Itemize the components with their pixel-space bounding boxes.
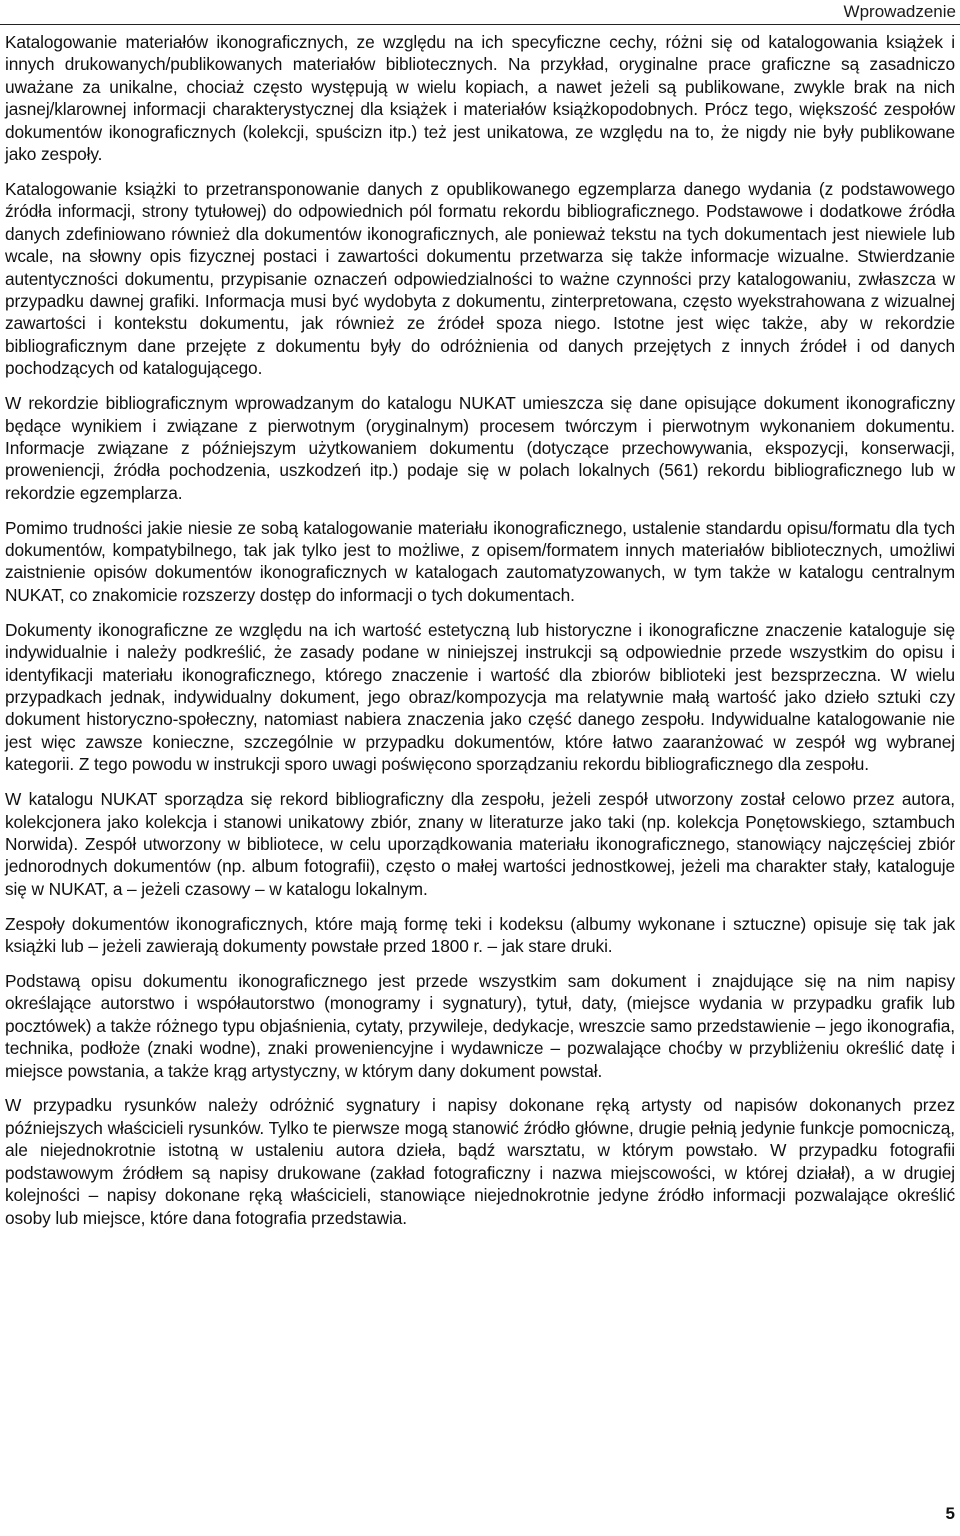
paragraph-9: W przypadku rysunków należy odróżnić sygnatury i napisy dokonane ręką artysty od napisów dokonanych przez późniejszych właścicieli rysunków. Tylko te pierwsze mogą stanowić źródło główne, drugie pełnią jedynie funkcje pomocniczą, ale niejednokrotnie istotną w ustaleniu autora dzieła, bądź warsztatu, w którym powstało. W przypadku fotografii podstawowym źródłem są napisy drukowane (zakład fotograficzny i nazwa miejscowości, w której działał), a w drugiej kolejności – napisy dokonane ręką właścicieli, stanowiące niejednokrotnie jedyne źródło informacji pozwalające określić osoby lub miejsce, które dana fotografia przedstawia. — [5, 1095, 955, 1228]
header-divider — [0, 24, 960, 25]
paragraph-5: Dokumenty ikonograficzne ze względu na ich wartość estetyczną lub historyczne i ikonograficzne znaczenie kataloguje się indywidualnie i należy podkreślić, że zasady podane w niniejszej instrukcji są odpowiednie przede wszystkim do opisu i identyfikacji materiału ikonograficznego, którego znaczenie i wartość dla zbiorów biblioteki jest bezsprzeczna. W wielu przypadkach jednak, indywidualny dokument, jego obraz/kompozycja ma relatywnie małą wartość jako dzieło sztuki czy dokument historyczno-społeczny, natomiast nabiera znaczenia jako część danego zespołu. Indywidualne katalogowanie nie jest więc zawsze konieczne, szczególnie w przypadku dokumentów, które łatwo zaaranżować w zespół wg wybranej kategorii. Z tego powodu w instrukcji sporo uwagi poświęcono sporządzaniu rekordu bibliograficznego dla zespołu. — [5, 619, 955, 775]
paragraph-3: W rekordzie bibliograficznym wprowadzanym do katalogu NUKAT umieszcza się dane opisujące dokument ikonograficzny będące wynikiem i związane z pierwotnym (oryginalnym) procesem twórczym i pierwotnym wykonaniem dokumentu. Informacje związane z późniejszym użytkowaniem dokumentu (dotyczące przechowywania, ekspozycji, konserwacji, proweniencji, źródła pochodzenia, uszkodzeń itp.) podaje się w polach lokalnych (561) rekordu bibliograficznego lub w rekordzie egzemplarza. — [5, 393, 955, 503]
body-text — [5, 31, 955, 1241]
paragraph-2: Katalogowanie książki to przetransponowanie danych z opublikowanego egzemplarza danego wydania (z podstawowego źródła informacji, strony tytułowej) do odpowiednich pól formatu rekordu bibliograficznego. Podstawowe i dodatkowe źródła danych zdefiniowano również dla dokumentów ikonograficznych, ale ponieważ tekstu na tych dokumentach jest niewiele lub wcale, na słowny opis fizycznej postaci i zawartości dokumentu przetwarza się także informacje wizualne. Stwierdzanie autentyczności dokumentu, przypisanie oznaczeń odpowiedzialności to ważne czynności przy katalogowaniu, zwłaszcza w przypadku dawnej grafiki. Informacja musi być wydobyta z dokumentu, zinterpretowana, często wyekstrahowana z wizualnej zawartości i kontekstu dokumentu, jak również ze źródeł spoza niego. Istotne jest więc także, aby w rekordzie bibliograficznym dane przejęte z dokumentu były do odróżnienia od danych przejętych z innych źródeł i od danych pochodzących od katalogującego. — [5, 178, 955, 379]
paragraph-8: Podstawą opisu dokumentu ikonograficznego jest przede wszystkim sam dokument i znajdujące się na nim napisy określające autorstwo i współautorstwo (monogramy i sygnatury), tytuł, daty, (miejsce wydania w przypadku grafik lub pocztówek) a także różnego typu objaśnienia, cytaty, przywileje, dedykacje, wreszcie samo przedstawienie – jego ikonografia, technika, podłoże (znaki wodne), znaki proweniencyjne i wydawnicze – pozwalające choćby w przybliżeniu określić datę i miejsce powstania, a także krąg artystyczny, w którym dany dokument powstał. — [5, 970, 955, 1081]
paragraph-4: Pomimo trudności jakie niesie ze sobą katalogowanie materiału ikonograficznego, ustalenie standardu opisu/formatu dla tych dokumentów, kompatybilnego, tak jak tylko jest to możliwe, z opisem/formatem innych materiałów bibliotecznych, umożliwi zaistnienie opisów dokumentów ikonograficznych w katalogach zautomatyzowanych, w tym także w katalogu centralnym NUKAT, co znakomicie rozszerzy dostęp do informacji o tych dokumentach. — [5, 517, 955, 605]
paragraph-6: W katalogu NUKAT sporządza się rekord bibliograficzny dla zespołu, jeżeli zespół utworzony został celowo przez autora, kolekcjonera jako kolekcja i stanowi unikatowy zbiór, znany w literaturze jako taki (np. kolekcja Ponętowskiego, sztambuch Norwida). Zespół utworzony w bibliotece, w celu uporządkowania materiału ikonograficznego, stanowiący najczęściej zbiór jednorodnych dokumentów (np. album fotografii), często o małej wartości jednostkowej, jeżeli ma charakter stały, kataloguje się w NUKAT, a – jeżeli czasowy – w katalogu lokalnym. — [5, 789, 955, 899]
paragraph-1: Katalogowanie materiałów ikonograficznych, ze względu na ich specyficzne cechy, różni się od katalogowania książek i innych drukowanych/publikowanych materiałów bibliotecznych. Na przykład, oryginalne prace graficzne są zasadniczo uważane za unikalne, chociaż często występują w wielu kopiach, a nawet jeżeli są publikowane, zwykle brak na nich jasnej/klarownej informacji charakterystycznej dla książek i materiałów książkopodobnych. Prócz tego, większość zespołów dokumentów ikonograficznych (kolekcji, spuścizn itp.) też jest unikatowa, ze względu na to, że nigdy nie były publikowane jako zespoły. — [5, 32, 955, 165]
section-header: Wprowadzenie — [843, 2, 956, 21]
paragraph-7: Zespoły dokumentów ikonograficznych, które mają formę teki i kodeksu (albumy wykonane i sztuczne) opisuje się tak jak książki lub – jeżeli zawierają dokumenty powstałe przed 1800 r. – jak stare druki. — [5, 913, 955, 957]
page-number: 5 — [945, 1504, 955, 1523]
